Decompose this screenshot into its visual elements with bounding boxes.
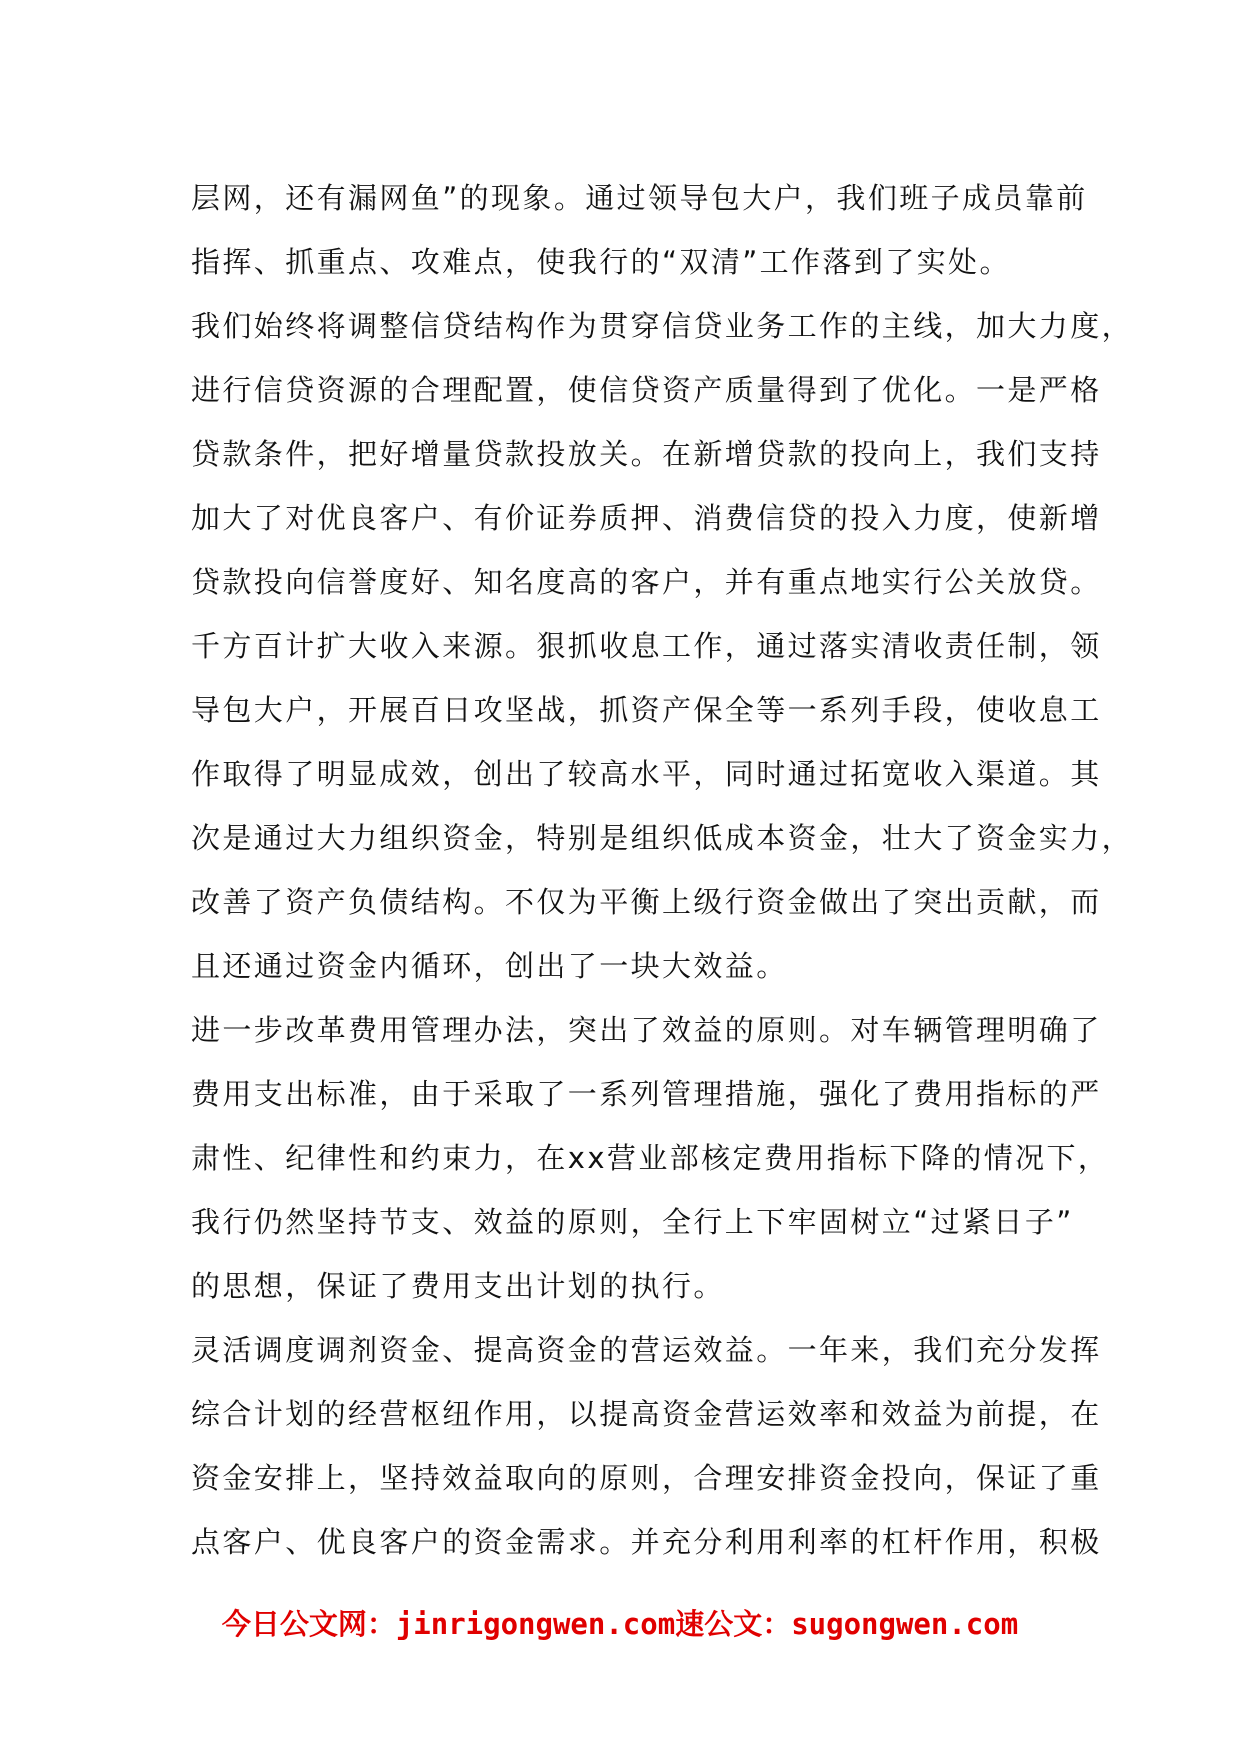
text-line: 贷款投向信誉度好、知名度高的客户，并有重点地实行公关放贷。 — [191, 565, 1102, 599]
text-line: 我们始终将调整信贷结构作为贯穿信贷业务工作的主线，加大力度， — [191, 309, 1134, 343]
footer-site1-name: 今日公文网： — [221, 1607, 396, 1641]
text-line: 作取得了明显成效，创出了较高水平，同时通过拓宽收入渠道。其 — [191, 757, 1102, 791]
text-line: 且还通过资金内循环，创出了一块大效益。 — [191, 949, 788, 983]
text-line: 肃性、纪律性和约束力，在xx营业部核定费用指标下降的情况下， — [191, 1141, 1110, 1175]
text-line: 费用支出标准，由于采取了一系列管理措施，强化了费用指标的严 — [191, 1077, 1102, 1111]
text-line: 点客户、优良客户的资金需求。并充分利用利率的杠杆作用，积极 — [191, 1525, 1102, 1559]
footer-site1-url[interactable]: jinrigongwen.com — [395, 1607, 676, 1641]
text-line: 我行仍然坚持节支、效益的原则，全行上下牢固树立“过紧日子” — [191, 1205, 1074, 1239]
text-line: 进一步改革费用管理办法，突出了效益的原则。对车辆管理明确了 — [191, 1013, 1102, 1047]
text-line: 综合计划的经营枢纽作用，以提高资金营运效率和效益为前提，在 — [191, 1397, 1102, 1431]
text-line: 指挥、抓重点、攻难点，使我行的“双清”工作落到了实处。 — [191, 245, 1011, 279]
footer-watermark — [0, 1602, 1240, 1643]
text-line: 加大了对优良客户、有价证券质押、消费信贷的投入力度，使新增 — [191, 501, 1102, 535]
footer-site2-name: 速公文： — [675, 1607, 792, 1641]
text-line: 导包大户，开展百日攻坚战，抓资产保全等一系列手段，使收息工 — [191, 693, 1102, 727]
text-line: 次是通过大力组织资金，特别是组织低成本资金，壮大了资金实力， — [191, 821, 1134, 855]
text-line: 的思想，保证了费用支出计划的执行。 — [191, 1269, 725, 1303]
text-line: 资金安排上，坚持效益取向的原则，合理安排资金投向，保证了重 — [191, 1461, 1102, 1495]
text-line: 改善了资产负债结构。不仅为平衡上级行资金做出了突出贡献，而 — [191, 885, 1102, 919]
footer-site2-url[interactable]: sugongwen.com — [791, 1607, 1019, 1641]
text-line: 千方百计扩大收入来源。狠抓收息工作，通过落实清收责任制，领 — [191, 629, 1102, 663]
text-line: 灵活调度调剂资金、提高资金的营运效益。一年来，我们充分发挥 — [191, 1333, 1102, 1367]
text-line: 层网，还有漏网鱼”的现象。通过领导包大户，我们班子成员靠前 — [191, 181, 1088, 215]
text-line: 进行信贷资源的合理配置，使信贷资产质量得到了优化。一是严格 — [191, 373, 1102, 407]
document-body — [191, 166, 1134, 1574]
text-line: 贷款条件，把好增量贷款投放关。在新增贷款的投向上，我们支持 — [191, 437, 1102, 471]
